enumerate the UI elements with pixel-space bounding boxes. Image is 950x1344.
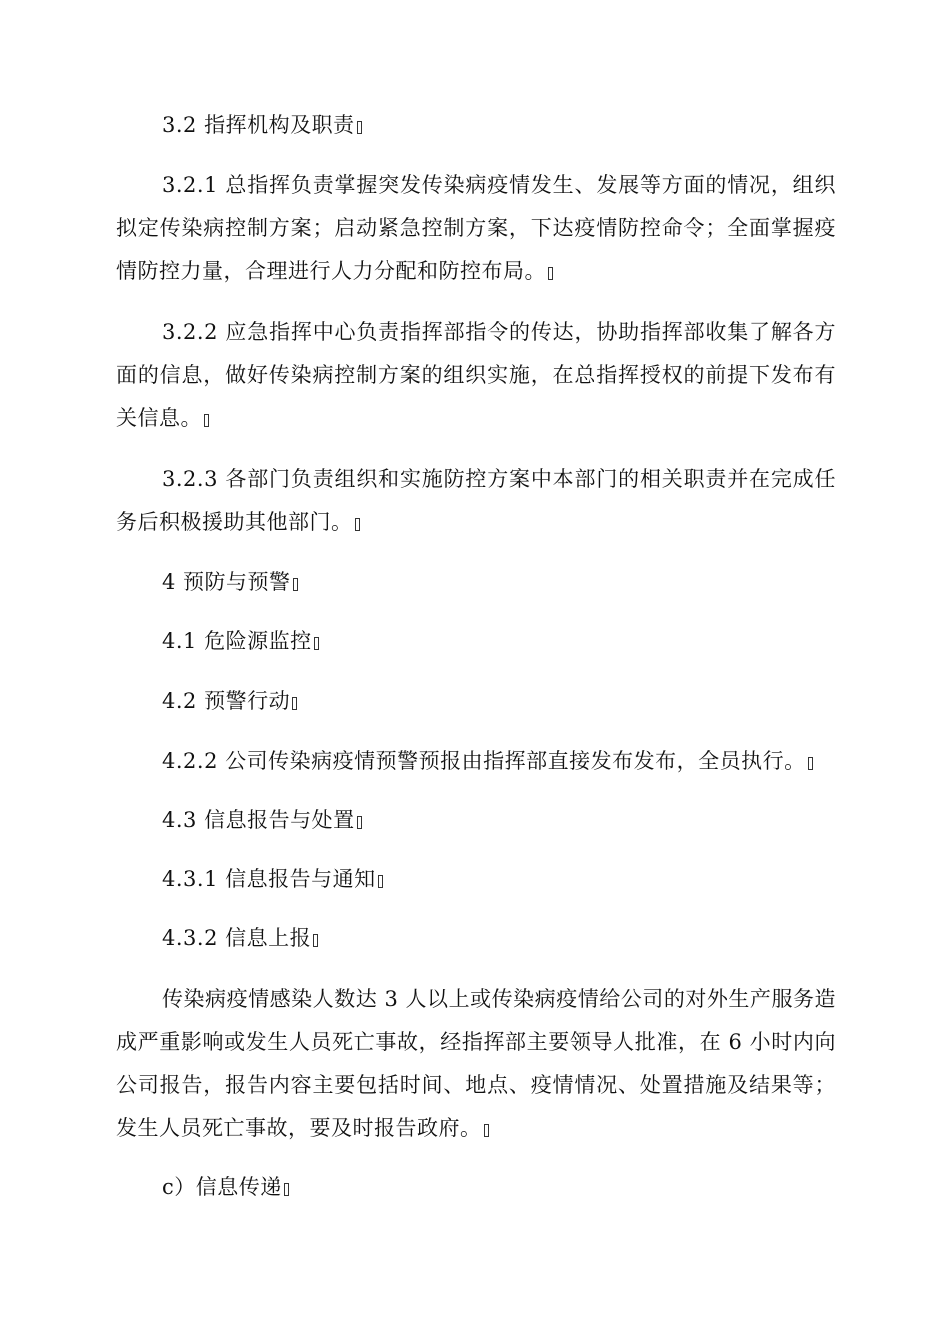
paragraph-mark-icon bbox=[357, 121, 362, 134]
heading-4-1: 4.1 危险源监控 bbox=[116, 620, 836, 663]
heading-4-2: 4.2 预警行动 bbox=[116, 680, 836, 723]
heading-4-3-2: 4.3.2 信息上报 bbox=[116, 917, 836, 960]
paragraph-mark-icon bbox=[484, 1124, 489, 1137]
paragraph-3-2-1: 3.2.1 总指挥负责掌握突发传染病疫情发生、发展等方面的情况，组织拟定传染病控制方案；启动紧急控制方案，下达疫情防控命令；全面掌握疫情防控力量，合理进行人力分配和防控布局。 bbox=[116, 173, 836, 283]
paragraph-3-2-2: 3.2.2 应急指挥中心负责指挥部指令的传达，协助指挥部收集了解各方面的信息，做好传染病控制方案的组织实施，在总指挥授权的前提下发布有关信息。 bbox=[116, 320, 836, 430]
paragraph-mark-icon bbox=[355, 518, 360, 531]
paragraph-mark-icon bbox=[378, 875, 383, 888]
heading-4: 4 预防与预警 bbox=[116, 561, 836, 604]
paragraph-mark-icon bbox=[313, 934, 318, 947]
heading-4-3: 4.3 信息报告与处置 bbox=[116, 799, 836, 842]
paragraph-mark-icon bbox=[292, 697, 297, 710]
paragraph-mark-icon bbox=[284, 1183, 289, 1196]
paragraph-4-2-2: 4.2.2 公司传染病疫情预警预报由指挥部直接发布发布，全员执行。 bbox=[116, 740, 836, 783]
paragraph-mark-icon bbox=[357, 816, 362, 829]
heading-4-3-1: 4.3.1 信息报告与通知 bbox=[116, 858, 836, 901]
paragraph-3-2-3: 3.2.3 各部门负责组织和实施防控方案中本部门的相关职责并在完成任务后积极援助其他部门。 bbox=[116, 467, 836, 534]
paragraph-mark-icon bbox=[548, 267, 553, 280]
paragraph-report: 传染病疫情感染人数达 3 人以上或传染病疫情给公司的对外生产服务造成严重影响或发生人员死亡事故，经指挥部主要领导人批准，在 6 小时内向公司报告，报告内容主要包括时间、地点、疫情情况、处置措施及结果等；发生人员死亡事故，要及时报告政府。 bbox=[116, 987, 836, 1140]
paragraph-mark-icon bbox=[314, 637, 319, 650]
paragraph-mark-icon bbox=[808, 757, 813, 770]
heading-c: c）信息传递 bbox=[116, 1166, 836, 1209]
heading-3-2: 3.2 指挥机构及职责 bbox=[116, 104, 836, 147]
paragraph-mark-icon bbox=[204, 414, 209, 427]
paragraph-mark-icon bbox=[293, 578, 298, 591]
